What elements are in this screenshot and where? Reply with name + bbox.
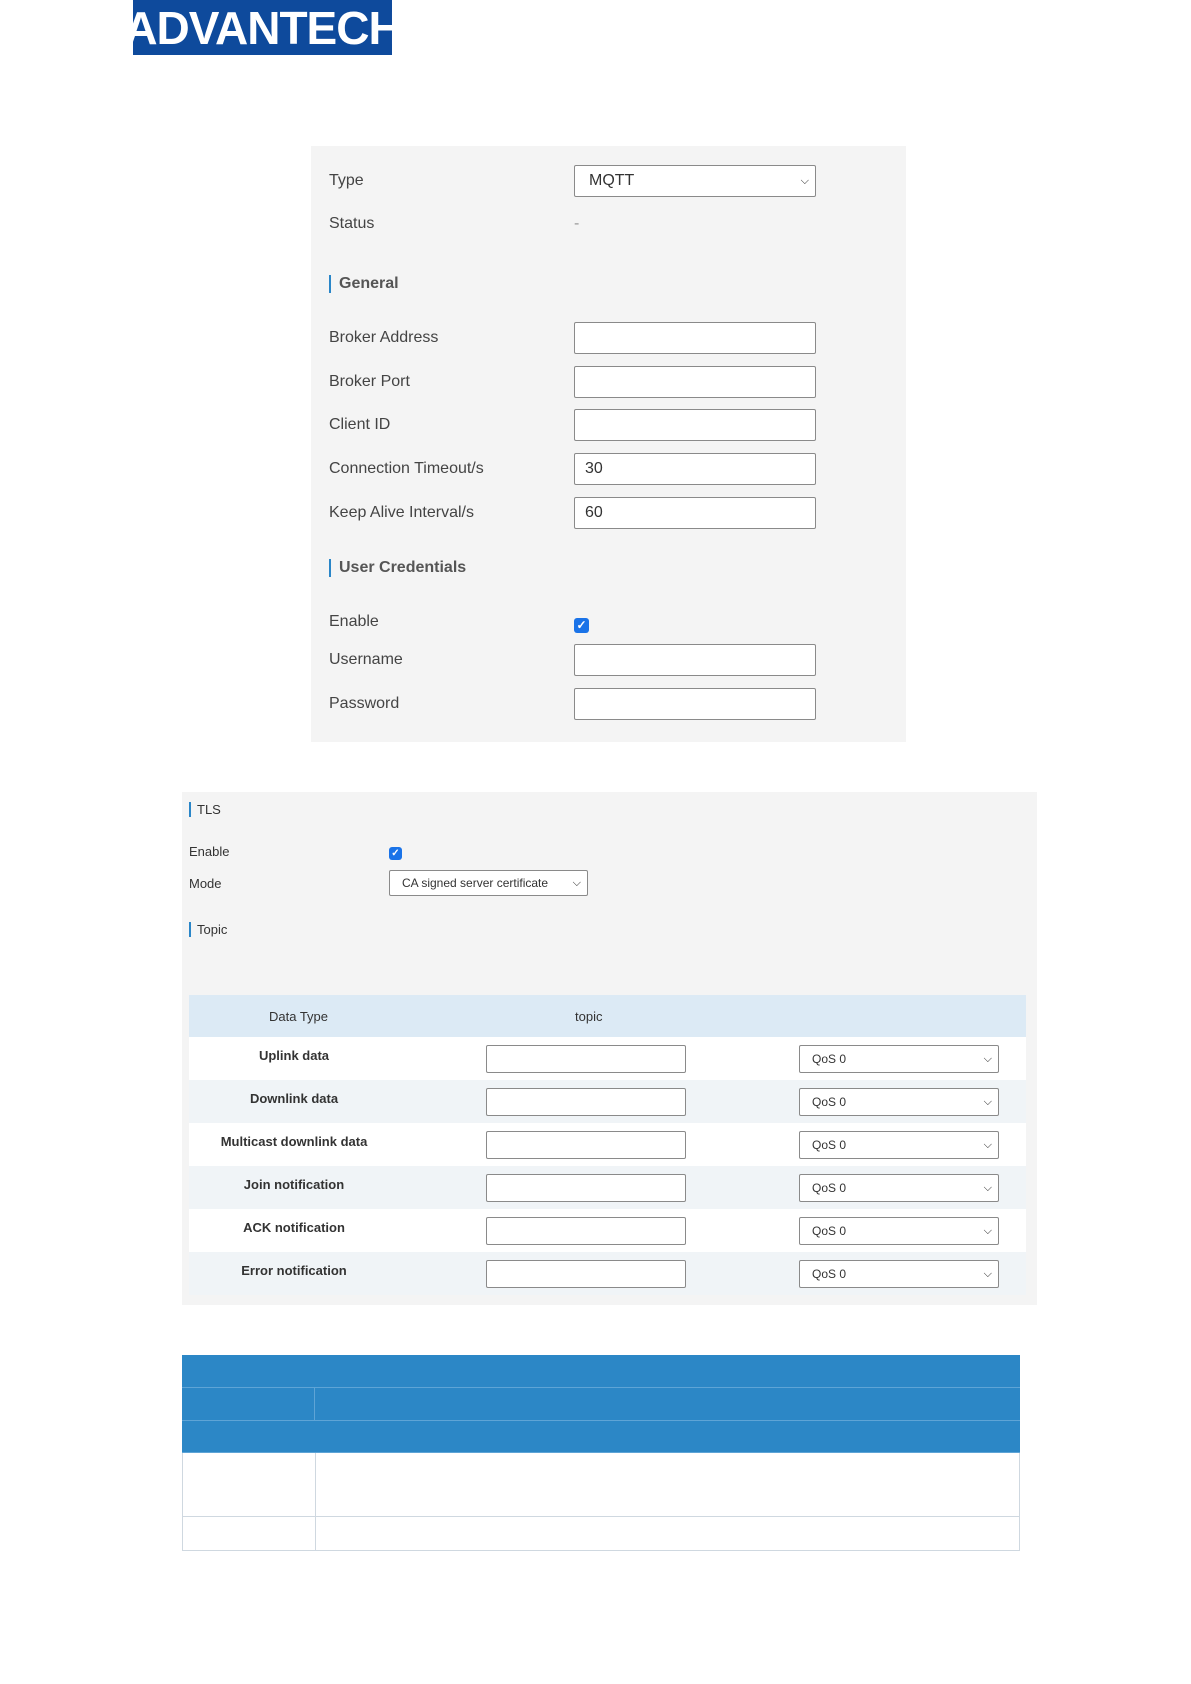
qos-value: QoS 0 <box>812 1224 847 1238</box>
qos-select[interactable] <box>799 1260 999 1288</box>
table-row <box>189 1080 1026 1123</box>
chevron-down-icon: ⌵ <box>983 1138 992 1151</box>
topic-input[interactable] <box>486 1131 686 1159</box>
keep-alive-label: Keep Alive Interval/s <box>329 504 474 521</box>
qos-select[interactable] <box>799 1174 999 1202</box>
topic-input[interactable] <box>486 1088 686 1116</box>
client-id-label: Client ID <box>329 416 391 433</box>
chevron-down-icon: ⌵ <box>800 175 809 187</box>
mode-label: Mode <box>189 876 222 891</box>
connection-timeout-input[interactable]: 30 <box>574 453 816 485</box>
advantech-logo <box>124 0 401 55</box>
credentials-enable-checkbox[interactable]: ✓ <box>574 618 589 633</box>
qos-value: QoS 0 <box>812 1095 847 1109</box>
password-input[interactable] <box>574 688 816 720</box>
table-header-row <box>182 1388 1020 1421</box>
broker-port-input[interactable] <box>574 366 816 398</box>
table-section-row <box>182 1421 1020 1453</box>
broker-address-input[interactable] <box>574 322 816 354</box>
username-input[interactable] <box>574 644 816 676</box>
tls-enable-label: Enable <box>189 844 230 859</box>
qos-value: QoS 0 <box>812 1267 847 1281</box>
topic-table-body <box>189 1037 1026 1295</box>
user-credentials-section-title: User Credentials <box>329 559 466 577</box>
tls-enable-checkbox[interactable]: ✓ <box>389 847 402 860</box>
table-row <box>189 1037 1026 1080</box>
general-section-title: General <box>329 275 399 293</box>
status-label: Status <box>329 215 375 232</box>
topic-section-title: Topic <box>189 922 227 937</box>
keep-alive-input[interactable]: 60 <box>574 497 816 529</box>
tls-section-title: TLS <box>189 802 221 817</box>
qos-select[interactable] <box>799 1217 999 1245</box>
qos-select[interactable] <box>799 1088 999 1116</box>
column-divider <box>315 1517 316 1550</box>
column-divider <box>315 1453 316 1516</box>
username-label: Username <box>329 651 403 668</box>
topic-input[interactable] <box>486 1217 686 1245</box>
credentials-enable-label: Enable <box>329 613 379 630</box>
broker-port-label: Broker Port <box>329 373 410 390</box>
tls-topic-panel <box>182 792 1037 1305</box>
qos-select[interactable] <box>799 1131 999 1159</box>
logo-text: ADVANTECH <box>124 1 401 54</box>
topic-header: topic <box>575 1009 603 1024</box>
topic-table-header <box>189 995 1026 1037</box>
table-row <box>182 1517 1020 1551</box>
status-value: - <box>574 215 580 232</box>
mode-select[interactable] <box>389 870 588 896</box>
topic-input[interactable] <box>486 1260 686 1288</box>
table-row <box>189 1166 1026 1209</box>
data-type-label: Error notification <box>241 1263 347 1278</box>
password-label: Password <box>329 695 400 712</box>
table-row <box>189 1209 1026 1252</box>
type-value: MQTT <box>589 172 635 189</box>
topic-input[interactable] <box>486 1174 686 1202</box>
chevron-down-icon: ⌵ <box>572 876 581 889</box>
data-type-header: Data Type <box>269 1009 329 1024</box>
table-title-row <box>182 1355 1020 1388</box>
data-type-label: Downlink data <box>249 1091 339 1106</box>
qos-value: QoS 0 <box>812 1052 847 1066</box>
data-type-label: Join notification <box>243 1177 345 1192</box>
type-select[interactable] <box>574 165 816 197</box>
column-divider <box>314 1388 315 1420</box>
data-type-label: Multicast downlink data <box>220 1134 368 1149</box>
chevron-down-icon: ⌵ <box>983 1052 992 1065</box>
mode-value: CA signed server certificate <box>402 876 549 890</box>
client-id-input[interactable] <box>574 409 816 441</box>
connection-timeout-label: Connection Timeout/s <box>329 460 484 477</box>
qos-select[interactable] <box>799 1045 999 1073</box>
topic-input[interactable] <box>486 1045 686 1073</box>
topic-table <box>189 995 1026 1295</box>
chevron-down-icon: ⌵ <box>983 1224 992 1237</box>
table-row <box>189 1123 1026 1166</box>
broker-address-label: Broker Address <box>329 329 439 346</box>
data-type-label: Uplink data <box>258 1048 330 1063</box>
chevron-down-icon: ⌵ <box>983 1181 992 1194</box>
table-row <box>189 1252 1026 1295</box>
mqtt-settings-panel <box>311 146 906 742</box>
chevron-down-icon: ⌵ <box>983 1095 992 1108</box>
qos-value: QoS 0 <box>812 1181 847 1195</box>
blue-table <box>182 1355 1020 1551</box>
qos-value: QoS 0 <box>812 1138 847 1152</box>
data-type-label: ACK notification <box>243 1220 345 1235</box>
type-label: Type <box>329 172 364 189</box>
chevron-down-icon: ⌵ <box>983 1267 992 1280</box>
table-row <box>182 1453 1020 1517</box>
